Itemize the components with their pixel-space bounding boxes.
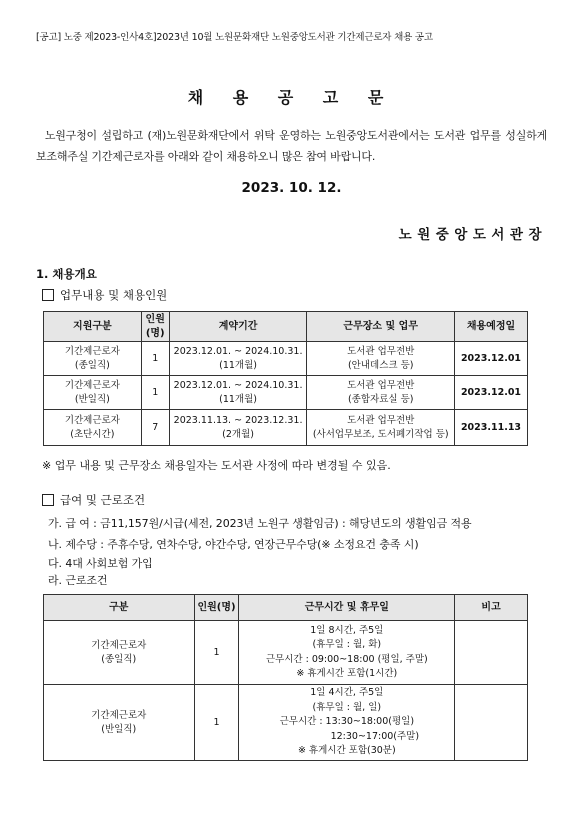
recruitment-table (43, 311, 528, 446)
col-header-type: 지원구분 (44, 312, 142, 342)
table-row: 기간제근로자 (종일직) 1 1일 8시간, 주5일 (휴무일 : 월, 화) 근무시간 : 09:00~18:00 (평일, 주말) ※ 휴게시간 포함(1시간) (44, 621, 528, 685)
checkbox-square-icon (42, 289, 54, 301)
conditions-table (43, 594, 528, 761)
col-header-count: 인원(명) (194, 595, 239, 621)
table-row: 기간제근로자 (반일직) 1 2023.12.01. ~ 2024.10.31. (11개월) 도서관 업무전반 (종합자료실 등) 2023.12.01 (44, 376, 528, 410)
col-header-note: 비고 (455, 595, 528, 621)
col-header-work: 근무장소 및 업무 (307, 312, 455, 342)
signer: 노원중앙도서관장 (398, 227, 547, 243)
col-header-count: 인원 (명) (141, 312, 169, 342)
subsection-heading-duties: 업무내용 및 채용인원 (42, 287, 167, 303)
col-header-type: 구분 (44, 595, 195, 621)
table-row: 기간제근로자 (초단시간) 7 2023.11.13. ~ 2023.12.31. (2개월) 도서관 업무전반 (사서업무보조, 도서폐기작업 등) 2023.11.13 (44, 410, 528, 446)
insurance-line: 다. 4대 사회보험 가입 (48, 557, 153, 570)
document-title: 채 용 공 고 문 (187, 88, 396, 107)
col-header-period: 계약기간 (169, 312, 307, 342)
col-header-hours: 근무시간 및 휴무일 (239, 595, 455, 621)
section-heading: 1. 채용개요 (36, 267, 97, 281)
notice-header: [공고] 노중 제2023-인사4호]2023년 10월 노원문화재단 노원중앙도서관 기간제근로자 채용 공고 (36, 32, 433, 43)
checkbox-square-icon (42, 494, 54, 506)
intro-paragraph: 노원구청이 설립하고 (재)노원문화재단에서 위탁 운영하는 노원중앙도서관에서는 도서관 업무를 성실하게 보조해주실 기간제근로자를 아래와 같이 채용하오니 많은 참여 바랍니다. (36, 129, 548, 163)
table-row: 기간제근로자 (종일직) 1 2023.12.01. ~ 2024.10.31. (11개월) 도서관 업무전반 (안내데스크 등) 2023.12.01 (44, 342, 528, 376)
subsection-heading-pay: 급여 및 근로조건 (42, 492, 145, 508)
conditions-line: 라. 근로조건 (48, 574, 108, 587)
table-row: 기간제근로자 (반일직) 1 1일 4시간, 주5일 (휴무일 : 월, 일) 근무시간 : 13:30~18:00(평일) 12:30~17:00(주말) ※ 휴게시간 포함(30분) (44, 685, 528, 761)
col-header-date: 채용예정일 (455, 312, 528, 342)
allowance-line: 나. 제수당 : 주휴수당, 연차수당, 야간수당, 연장근무수당(※ 소정요건 충족 시) (48, 538, 419, 551)
table-note: ※ 업무 내용 및 근무장소 채용일자는 도서관 사정에 따라 변경될 수 있음. (42, 459, 391, 472)
pay-line: 가. 급 여 : 금11,157원/시급(세전, 2023년 노원구 생활임금) : 해당년도의 생활임금 적용 (48, 517, 472, 530)
notice-date: 2023. 10. 12. (241, 180, 342, 196)
